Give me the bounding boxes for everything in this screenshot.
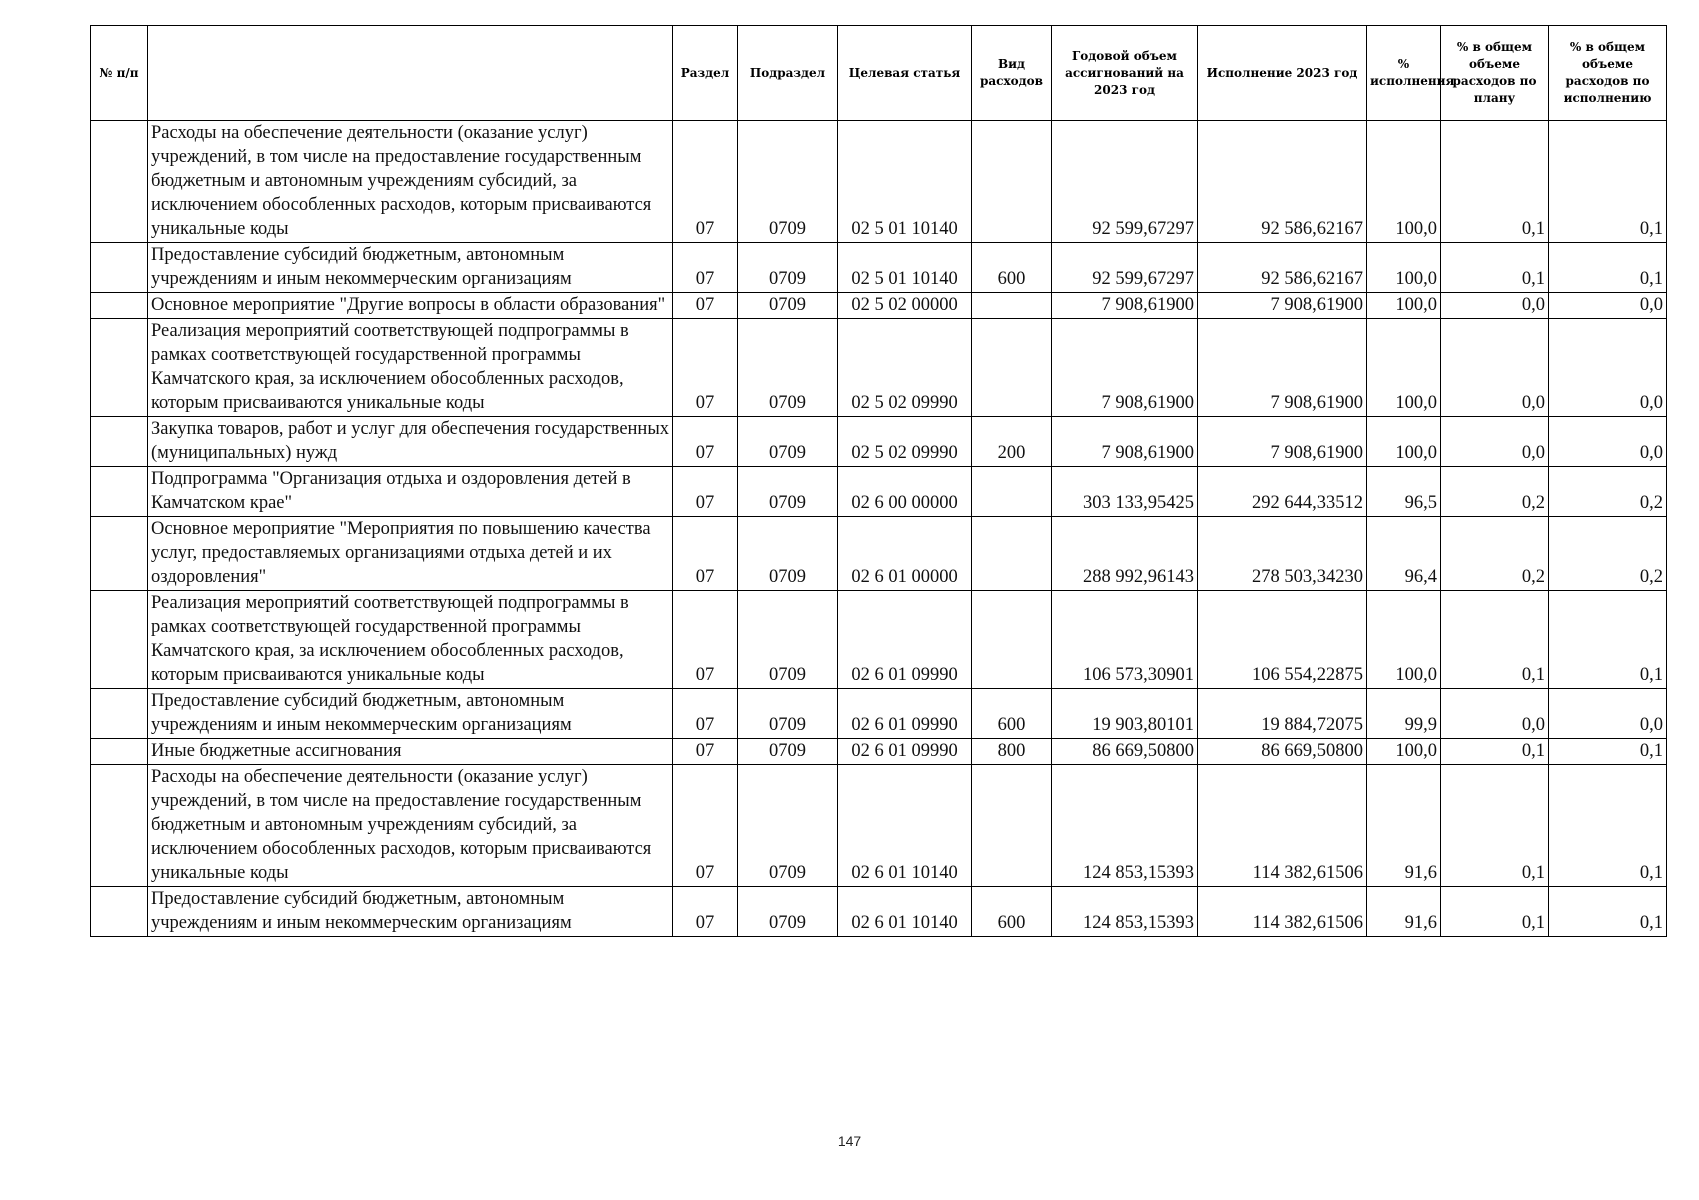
cell-annual-plan: 92 599,67297 bbox=[1052, 243, 1198, 293]
cell-execution: 86 669,50800 bbox=[1198, 739, 1367, 765]
cell-execution-percent: 100,0 bbox=[1367, 293, 1441, 319]
header-annual-plan: Годовой объем ассигнований на 2023 год bbox=[1052, 26, 1198, 121]
header-number: № п/п bbox=[91, 26, 148, 121]
cell-section: 07 bbox=[673, 293, 738, 319]
cell-share-execution: 0,0 bbox=[1549, 417, 1667, 467]
cell-annual-plan: 7 908,61900 bbox=[1052, 417, 1198, 467]
cell-name: Иные бюджетные ассигнования bbox=[148, 739, 673, 765]
cell-annual-plan: 92 599,67297 bbox=[1052, 121, 1198, 243]
cell-name: Основное мероприятие "Мероприятия по повышению качества услуг, предоставляемых организациями отдыха детей и их оздоровления" bbox=[148, 517, 673, 591]
header-execution: Исполнение 2023 год bbox=[1198, 26, 1367, 121]
cell-annual-plan: 7 908,61900 bbox=[1052, 293, 1198, 319]
cell-execution-percent: 100,0 bbox=[1367, 243, 1441, 293]
cell-share-execution: 0,0 bbox=[1549, 319, 1667, 417]
cell-name: Основное мероприятие "Другие вопросы в области образования" bbox=[148, 293, 673, 319]
cell-number bbox=[91, 121, 148, 243]
cell-number bbox=[91, 887, 148, 937]
header-subsection: Подраздел bbox=[738, 26, 838, 121]
cell-share-plan: 0,1 bbox=[1441, 243, 1549, 293]
cell-share-plan: 0,0 bbox=[1441, 319, 1549, 417]
table-row bbox=[91, 319, 1667, 417]
cell-number bbox=[91, 739, 148, 765]
cell-share-execution: 0,1 bbox=[1549, 739, 1667, 765]
cell-subsection: 0709 bbox=[738, 517, 838, 591]
cell-number bbox=[91, 243, 148, 293]
cell-expense-type bbox=[972, 517, 1052, 591]
cell-expense-type: 600 bbox=[972, 243, 1052, 293]
cell-execution-percent: 96,5 bbox=[1367, 467, 1441, 517]
cell-execution: 7 908,61900 bbox=[1198, 417, 1367, 467]
cell-share-plan: 0,0 bbox=[1441, 689, 1549, 739]
cell-section: 07 bbox=[673, 319, 738, 417]
cell-share-plan: 0,2 bbox=[1441, 517, 1549, 591]
cell-execution-percent: 100,0 bbox=[1367, 417, 1441, 467]
table-row bbox=[91, 739, 1667, 765]
cell-number bbox=[91, 467, 148, 517]
cell-share-plan: 0,1 bbox=[1441, 739, 1549, 765]
cell-section: 07 bbox=[673, 467, 738, 517]
budget-table bbox=[90, 25, 1667, 937]
table-row bbox=[91, 121, 1667, 243]
cell-share-execution: 0,1 bbox=[1549, 765, 1667, 887]
cell-execution-percent: 100,0 bbox=[1367, 591, 1441, 689]
cell-share-execution: 0,1 bbox=[1549, 887, 1667, 937]
header-execution-percent: % исполнения bbox=[1367, 26, 1441, 121]
cell-share-execution: 0,2 bbox=[1549, 467, 1667, 517]
cell-execution-percent: 91,6 bbox=[1367, 887, 1441, 937]
cell-number bbox=[91, 417, 148, 467]
cell-number bbox=[91, 591, 148, 689]
table-row bbox=[91, 293, 1667, 319]
cell-section: 07 bbox=[673, 591, 738, 689]
cell-number bbox=[91, 319, 148, 417]
cell-execution: 7 908,61900 bbox=[1198, 293, 1367, 319]
cell-subsection: 0709 bbox=[738, 467, 838, 517]
cell-target-article: 02 6 01 10140 bbox=[838, 765, 972, 887]
cell-name: Предоставление субсидий бюджетным, автономным учреждениям и иным некоммерческим организациям bbox=[148, 887, 673, 937]
cell-target-article: 02 6 00 00000 bbox=[838, 467, 972, 517]
cell-section: 07 bbox=[673, 765, 738, 887]
cell-subsection: 0709 bbox=[738, 689, 838, 739]
cell-execution-percent: 91,6 bbox=[1367, 765, 1441, 887]
cell-expense-type bbox=[972, 591, 1052, 689]
cell-subsection: 0709 bbox=[738, 417, 838, 467]
cell-section: 07 bbox=[673, 739, 738, 765]
table-row bbox=[91, 887, 1667, 937]
cell-target-article: 02 6 01 10140 bbox=[838, 887, 972, 937]
cell-expense-type: 800 bbox=[972, 739, 1052, 765]
cell-annual-plan: 124 853,15393 bbox=[1052, 765, 1198, 887]
cell-number bbox=[91, 517, 148, 591]
cell-execution: 7 908,61900 bbox=[1198, 319, 1367, 417]
cell-share-plan: 0,1 bbox=[1441, 765, 1549, 887]
header-target-article: Целевая статья bbox=[838, 26, 972, 121]
cell-target-article: 02 5 01 10140 bbox=[838, 121, 972, 243]
cell-number bbox=[91, 689, 148, 739]
cell-name: Предоставление субсидий бюджетным, автономным учреждениям и иным некоммерческим организациям bbox=[148, 243, 673, 293]
cell-target-article: 02 5 02 09990 bbox=[838, 319, 972, 417]
cell-annual-plan: 86 669,50800 bbox=[1052, 739, 1198, 765]
cell-execution-percent: 100,0 bbox=[1367, 739, 1441, 765]
cell-subsection: 0709 bbox=[738, 591, 838, 689]
cell-execution: 292 644,33512 bbox=[1198, 467, 1367, 517]
cell-execution: 19 884,72075 bbox=[1198, 689, 1367, 739]
cell-name: Расходы на обеспечение деятельности (оказание услуг) учреждений, в том числе на предоставление государственным бюджетным и автономным учреждениям субсидий, за исключением обособленных расходов, которым присваиваются уникальные коды bbox=[148, 765, 673, 887]
cell-share-execution: 0,0 bbox=[1549, 293, 1667, 319]
cell-execution-percent: 100,0 bbox=[1367, 319, 1441, 417]
cell-expense-type: 600 bbox=[972, 689, 1052, 739]
cell-expense-type bbox=[972, 765, 1052, 887]
cell-share-plan: 0,1 bbox=[1441, 591, 1549, 689]
cell-share-plan: 0,2 bbox=[1441, 467, 1549, 517]
cell-share-execution: 0,1 bbox=[1549, 121, 1667, 243]
cell-execution: 114 382,61506 bbox=[1198, 887, 1367, 937]
cell-execution: 92 586,62167 bbox=[1198, 243, 1367, 293]
table-row bbox=[91, 417, 1667, 467]
cell-execution-percent: 99,9 bbox=[1367, 689, 1441, 739]
cell-share-plan: 0,0 bbox=[1441, 293, 1549, 319]
cell-annual-plan: 124 853,15393 bbox=[1052, 887, 1198, 937]
table-row bbox=[91, 689, 1667, 739]
cell-subsection: 0709 bbox=[738, 739, 838, 765]
cell-share-plan: 0,0 bbox=[1441, 417, 1549, 467]
cell-section: 07 bbox=[673, 689, 738, 739]
cell-execution: 278 503,34230 bbox=[1198, 517, 1367, 591]
cell-target-article: 02 6 01 09990 bbox=[838, 689, 972, 739]
cell-subsection: 0709 bbox=[738, 243, 838, 293]
table-body bbox=[91, 121, 1667, 937]
header-section: Раздел bbox=[673, 26, 738, 121]
cell-name: Реализация мероприятий соответствующей подпрограммы в рамках соответствующей государственной программы Камчатского края, за исключением обособленных расходов, которым присваиваются уникальные коды bbox=[148, 591, 673, 689]
cell-execution: 92 586,62167 bbox=[1198, 121, 1367, 243]
cell-share-plan: 0,1 bbox=[1441, 887, 1549, 937]
table-row bbox=[91, 467, 1667, 517]
cell-expense-type: 600 bbox=[972, 887, 1052, 937]
cell-share-execution: 0,2 bbox=[1549, 517, 1667, 591]
cell-target-article: 02 6 01 09990 bbox=[838, 739, 972, 765]
cell-subsection: 0709 bbox=[738, 765, 838, 887]
cell-target-article: 02 5 02 00000 bbox=[838, 293, 972, 319]
cell-target-article: 02 6 01 00000 bbox=[838, 517, 972, 591]
cell-section: 07 bbox=[673, 121, 738, 243]
cell-annual-plan: 7 908,61900 bbox=[1052, 319, 1198, 417]
cell-annual-plan: 106 573,30901 bbox=[1052, 591, 1198, 689]
table-header-row bbox=[91, 26, 1667, 121]
header-name bbox=[148, 26, 673, 121]
cell-subsection: 0709 bbox=[738, 121, 838, 243]
cell-name: Закупка товаров, работ и услуг для обеспечения государственных (муниципальных) нужд bbox=[148, 417, 673, 467]
cell-name: Предоставление субсидий бюджетным, автономным учреждениям и иным некоммерческим организациям bbox=[148, 689, 673, 739]
page-number: 147 bbox=[837, 1133, 862, 1149]
cell-share-execution: 0,1 bbox=[1549, 243, 1667, 293]
cell-expense-type bbox=[972, 121, 1052, 243]
cell-annual-plan: 19 903,80101 bbox=[1052, 689, 1198, 739]
cell-subsection: 0709 bbox=[738, 887, 838, 937]
cell-section: 07 bbox=[673, 517, 738, 591]
table-row bbox=[91, 591, 1667, 689]
cell-section: 07 bbox=[673, 417, 738, 467]
header-share-plan: % в общем объеме расходов по плану bbox=[1441, 26, 1549, 121]
cell-name: Расходы на обеспечение деятельности (оказание услуг) учреждений, в том числе на предоставление государственным бюджетным и автономным учреждениям субсидий, за исключением обособленных расходов, которым присваиваются уникальные коды bbox=[148, 121, 673, 243]
cell-target-article: 02 5 02 09990 bbox=[838, 417, 972, 467]
cell-execution-percent: 96,4 bbox=[1367, 517, 1441, 591]
table-row bbox=[91, 243, 1667, 293]
cell-expense-type bbox=[972, 467, 1052, 517]
cell-share-execution: 0,1 bbox=[1549, 591, 1667, 689]
cell-subsection: 0709 bbox=[738, 319, 838, 417]
cell-subsection: 0709 bbox=[738, 293, 838, 319]
cell-execution-percent: 100,0 bbox=[1367, 121, 1441, 243]
cell-expense-type: 200 bbox=[972, 417, 1052, 467]
cell-number bbox=[91, 765, 148, 887]
header-share-execution: % в общем объеме расходов по исполнению bbox=[1549, 26, 1667, 121]
cell-name: Реализация мероприятий соответствующей подпрограммы в рамках соответствующей государственной программы Камчатского края, за исключением обособленных расходов, которым присваиваются уникальные коды bbox=[148, 319, 673, 417]
cell-execution: 106 554,22875 bbox=[1198, 591, 1367, 689]
table-row bbox=[91, 765, 1667, 887]
cell-annual-plan: 303 133,95425 bbox=[1052, 467, 1198, 517]
cell-section: 07 bbox=[673, 887, 738, 937]
cell-execution: 114 382,61506 bbox=[1198, 765, 1367, 887]
cell-target-article: 02 5 01 10140 bbox=[838, 243, 972, 293]
cell-section: 07 bbox=[673, 243, 738, 293]
header-expense-type: Вид расходов bbox=[972, 26, 1052, 121]
cell-expense-type bbox=[972, 293, 1052, 319]
cell-target-article: 02 6 01 09990 bbox=[838, 591, 972, 689]
cell-number bbox=[91, 293, 148, 319]
cell-annual-plan: 288 992,96143 bbox=[1052, 517, 1198, 591]
cell-share-plan: 0,1 bbox=[1441, 121, 1549, 243]
cell-name: Подпрограмма "Организация отдыха и оздоровления детей в Камчатском крае" bbox=[148, 467, 673, 517]
cell-share-execution: 0,0 bbox=[1549, 689, 1667, 739]
table-row bbox=[91, 517, 1667, 591]
cell-expense-type bbox=[972, 319, 1052, 417]
